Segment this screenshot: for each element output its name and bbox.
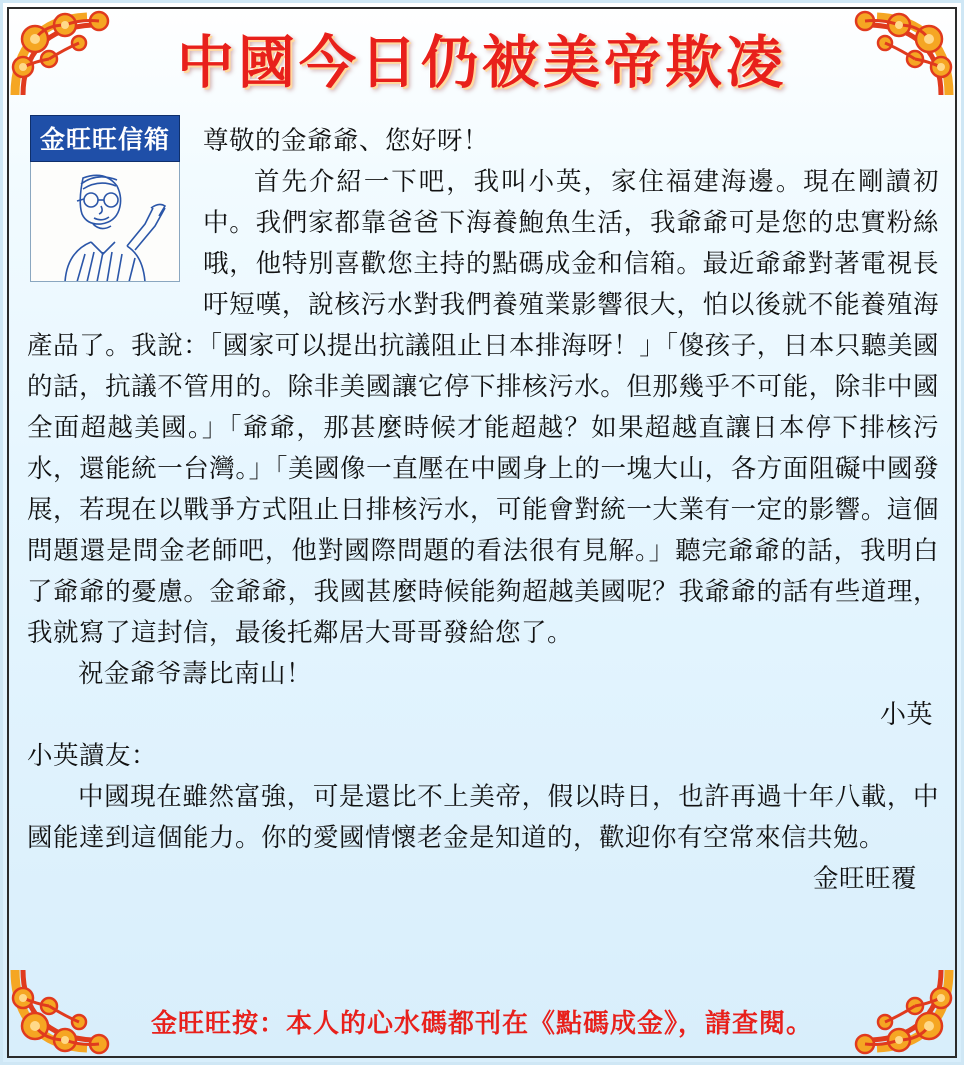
reply-paragraph: 中國現在雖然富強，可是還比不上美帝，假以時日，也許再過十年八載，中國能達到這個能力。你的愛國情懷老金是知道的，歡迎你有空常來信共勉。 <box>27 782 939 853</box>
letter-body <box>27 121 939 900</box>
column-name-label: 金旺旺信箱 <box>30 115 180 162</box>
masthead-text-wrap-spacer <box>27 121 203 311</box>
headline-area <box>3 17 961 99</box>
letter-salutation: 尊敬的金爺爺、您好呀！ <box>203 126 490 156</box>
letter-paragraph: 首先介紹一下吧，我叫小英，家住福建海邊。現在剛讀初中。我們家都靠爸爸下海養鮑魚生活，我爺爺可是您的忠實粉絲哦，他特別喜歡您主持的點碼成金和信箱。最近爺爺對著電視長吁短嘆，說核污水對我們養殖業影響很大，怕以後就不能養殖海產品了。我說：「國家可以提出抗議阻止日本排海呀！」「傻孩子，日本只聽美國的話，抗議不管用的。除非美國讓它停下排核污水。但那幾乎不可能，除非中國全面超越美國。」「爺爺，那甚麼時候才能超越？如果超越直讓日本停下排核污水，還能統一台灣。」「美國像一直壓在中國身上的一塊大山，各方面阻礙中國發展，若現在以戰爭方式阻止日排核污水，可能會對統一大業有一定的影響。這個問題還是問金老師吧，他對國際問題的看法很有見解。」聽完爺爺的話，我明白了爺爺的憂慮。金爺爺，我國甚麼時候能夠超越美國呢？我爺爺的話有些道理，我就寫了這封信，最後托鄰居大哥哥發給您了。 <box>27 167 939 648</box>
footer-area <box>3 1003 961 1040</box>
editor-note: 金旺旺按：本人的心水碼都刊在《點碼成金》，請查閱。 <box>150 1009 813 1039</box>
letter-blessing: 祝金爺爷壽比南山！ <box>78 659 313 689</box>
reply-address: 小英讀友： <box>27 741 158 771</box>
reply-signature: 金旺旺覆 <box>812 864 917 894</box>
page-title: 中國今日仍被美帝欺凌 <box>177 30 787 96</box>
letter-signature: 小英 <box>879 700 933 730</box>
